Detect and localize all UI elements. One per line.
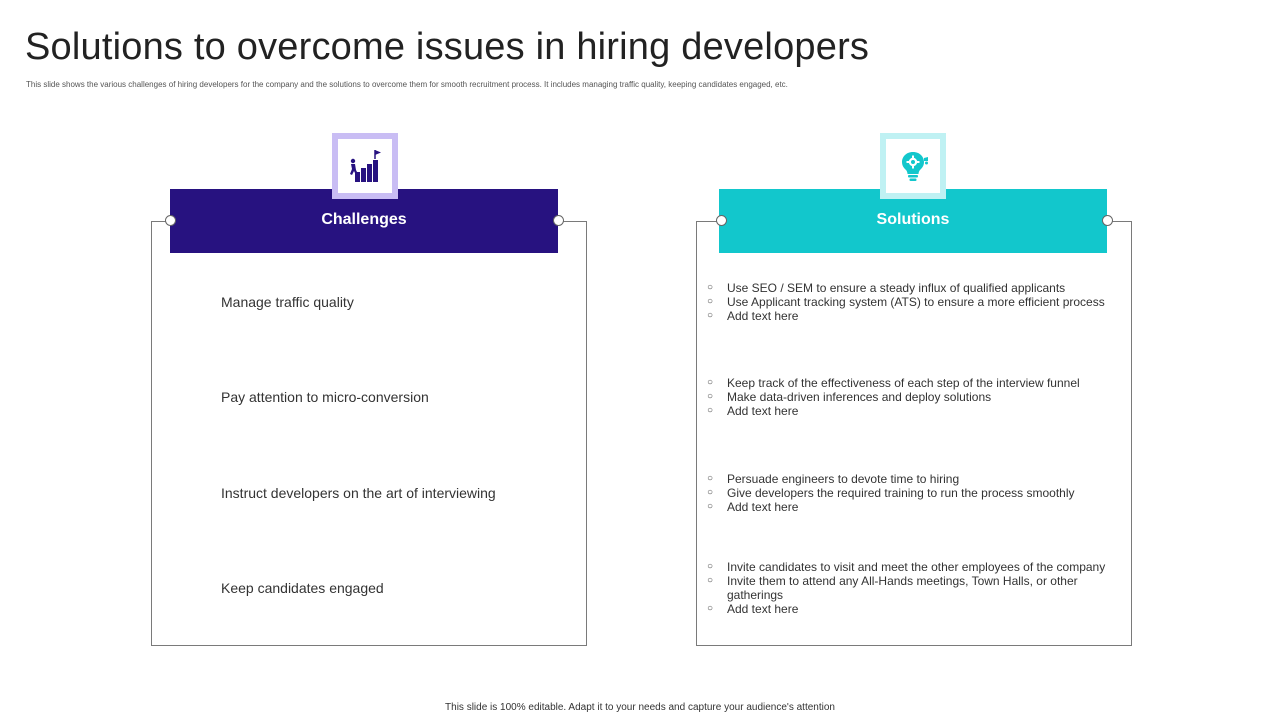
bullet-circle-icon: ○ bbox=[707, 501, 714, 512]
challenges-header-label: Challenges bbox=[321, 211, 407, 228]
connector-dot bbox=[165, 215, 176, 226]
solutions-header-label: Solutions bbox=[876, 211, 950, 228]
solution-item bbox=[707, 390, 1117, 404]
solution-text: Make data-driven inferences and deploy solutions bbox=[727, 390, 992, 404]
solution-item bbox=[707, 404, 1117, 418]
challenge-item: Keep candidates engaged bbox=[221, 580, 384, 596]
solution-text: Use Applicant tracking system (ATS) to ensure a more efficient process bbox=[727, 295, 1105, 309]
challenge-item: Manage traffic quality bbox=[221, 294, 354, 310]
slide-footer: This slide is 100% editable. Adapt it to your needs and capture your audience's attention bbox=[445, 702, 835, 713]
challenges-icon-box bbox=[332, 133, 398, 199]
bullet-circle-icon: ○ bbox=[707, 487, 714, 498]
solution-text: Use SEO / SEM to ensure a steady influx of qualified applicants bbox=[727, 281, 1066, 295]
solution-group bbox=[707, 281, 1117, 323]
solution-text: Add text here bbox=[727, 309, 799, 323]
bullet-circle-icon: ○ bbox=[707, 561, 714, 572]
solution-item bbox=[707, 472, 1117, 486]
solution-item bbox=[707, 486, 1117, 500]
bullet-circle-icon: ○ bbox=[707, 405, 714, 416]
solution-item bbox=[707, 574, 1117, 602]
bullet-circle-icon: ○ bbox=[707, 282, 714, 293]
bullet-circle-icon: ○ bbox=[707, 603, 714, 614]
solution-text: Persuade engineers to devote time to hiring bbox=[727, 472, 960, 486]
slide-subtitle: This slide shows the various challenges of hiring developers for the company and the solutions to overcome them for smooth recruitment process. It includes managing traffic quality, keeping candidates engaged, etc. bbox=[26, 80, 788, 89]
connector-dot bbox=[1102, 215, 1113, 226]
bullet-circle-icon: ○ bbox=[707, 377, 714, 388]
bullet-circle-icon: ○ bbox=[707, 310, 714, 321]
solution-text: Add text here bbox=[727, 500, 799, 514]
solution-item bbox=[707, 376, 1117, 390]
solution-item bbox=[707, 295, 1117, 309]
challenge-item: Pay attention to micro-conversion bbox=[221, 389, 429, 405]
connector-dot bbox=[553, 215, 564, 226]
connector-dot bbox=[716, 215, 727, 226]
solution-text: Add text here bbox=[727, 602, 799, 616]
solution-item bbox=[707, 602, 1117, 616]
bullet-circle-icon: ○ bbox=[707, 296, 714, 307]
solution-text: Invite them to attend any All-Hands meetings, Town Halls, or other gatherings bbox=[727, 574, 1078, 602]
solution-item bbox=[707, 500, 1117, 514]
solution-text: Invite candidates to visit and meet the other employees of the company bbox=[727, 560, 1106, 574]
solution-text: Give developers the required training to run the process smoothly bbox=[727, 486, 1075, 500]
solution-item bbox=[707, 309, 1117, 323]
bullet-circle-icon: ○ bbox=[707, 391, 714, 402]
solution-item bbox=[707, 281, 1117, 295]
challenge-item: Instruct developers on the art of interviewing bbox=[221, 485, 496, 501]
solution-group bbox=[707, 560, 1117, 616]
solution-group bbox=[707, 376, 1117, 418]
solution-text: Keep track of the effectiveness of each step of the interview funnel bbox=[727, 376, 1080, 390]
slide-title: Solutions to overcome issues in hiring developers bbox=[25, 26, 870, 68]
solution-text: Add text here bbox=[727, 404, 799, 418]
solution-group bbox=[707, 472, 1117, 514]
stairs-flag-icon bbox=[347, 148, 383, 184]
solution-item bbox=[707, 560, 1117, 574]
bullet-circle-icon: ○ bbox=[707, 575, 714, 586]
lightbulb-gear-icon bbox=[895, 148, 931, 184]
bullet-circle-icon: ○ bbox=[707, 473, 714, 484]
solutions-icon-box bbox=[880, 133, 946, 199]
